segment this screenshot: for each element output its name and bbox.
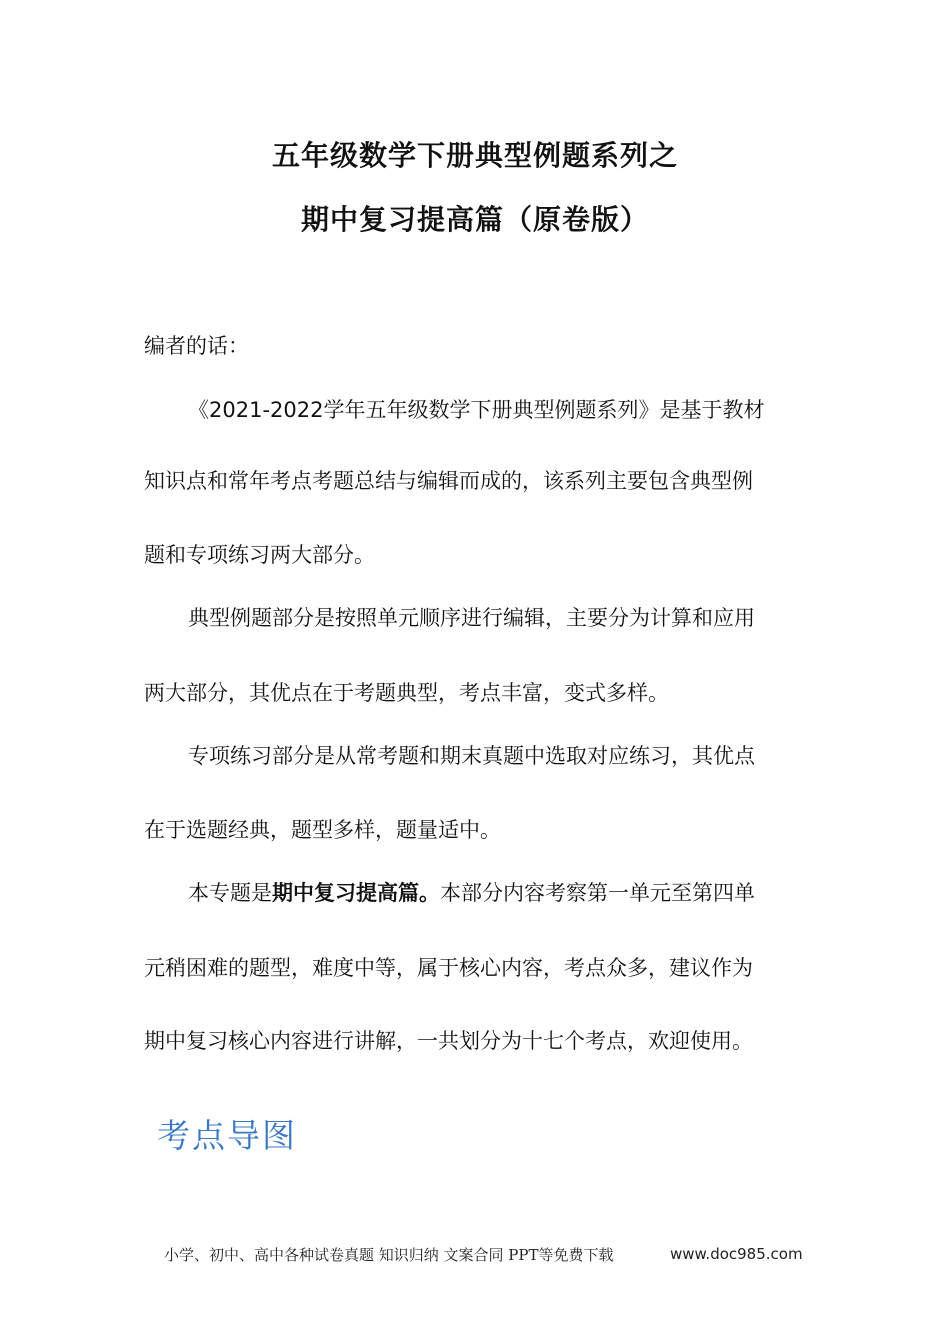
paragraph-4-bold-title: 期中复习提高篇。 — [272, 881, 440, 905]
footer-text: 小学、初中、高中各种试卷真题 知识归纳 文案合同 PPT等免费下载 — [164, 1246, 614, 1264]
document-title-line-2: 期中复习提高篇（原卷版） — [300, 203, 649, 236]
paragraph-3-line-2: 在于选题经典，题型多样，题量适中。 — [144, 818, 501, 842]
section-heading-knowledge-map: 考点导图 — [157, 1116, 297, 1155]
paragraph-1-line-2: 知识点和常年考点考题总结与编辑而成的，该系列主要包含典型例 — [144, 469, 753, 493]
paragraph-4-suffix: 本部分内容考察第一单元至第四单 — [440, 881, 755, 905]
paragraph-1-line-1: 《2021-2022学年五年级数学下册典型例题系列》是基于教材 — [188, 398, 765, 422]
paragraph-1-line-3: 题和专项练习两大部分。 — [144, 543, 375, 567]
paragraph-2-line-1: 典型例题部分是按照单元顺序进行编辑，主要分为计算和应用 — [188, 606, 755, 630]
footer-url-link[interactable]: www.doc985.com — [670, 1245, 803, 1263]
paragraph-2-line-2: 两大部分，其优点在于考题典型，考点丰富，变式多样。 — [144, 681, 669, 705]
paragraph-3-line-1: 专项练习部分是从常考题和期末真题中选取对应练习，其优点 — [188, 744, 755, 768]
paragraph-4-line-2: 元稍困难的题型，难度中等，属于核心内容，考点众多，建议作为 — [144, 956, 753, 980]
editor-note-label: 编者的话： — [144, 334, 249, 358]
document-title-line-1: 五年级数学下册典型例题系列之 — [271, 139, 678, 172]
paragraph-4-line-3: 期中复习核心内容进行讲解，一共划分为十七个考点，欢迎使用。 — [144, 1029, 753, 1053]
paragraph-4-prefix: 本专题是 — [188, 881, 272, 905]
paragraph-4-line-1 — [188, 879, 755, 907]
